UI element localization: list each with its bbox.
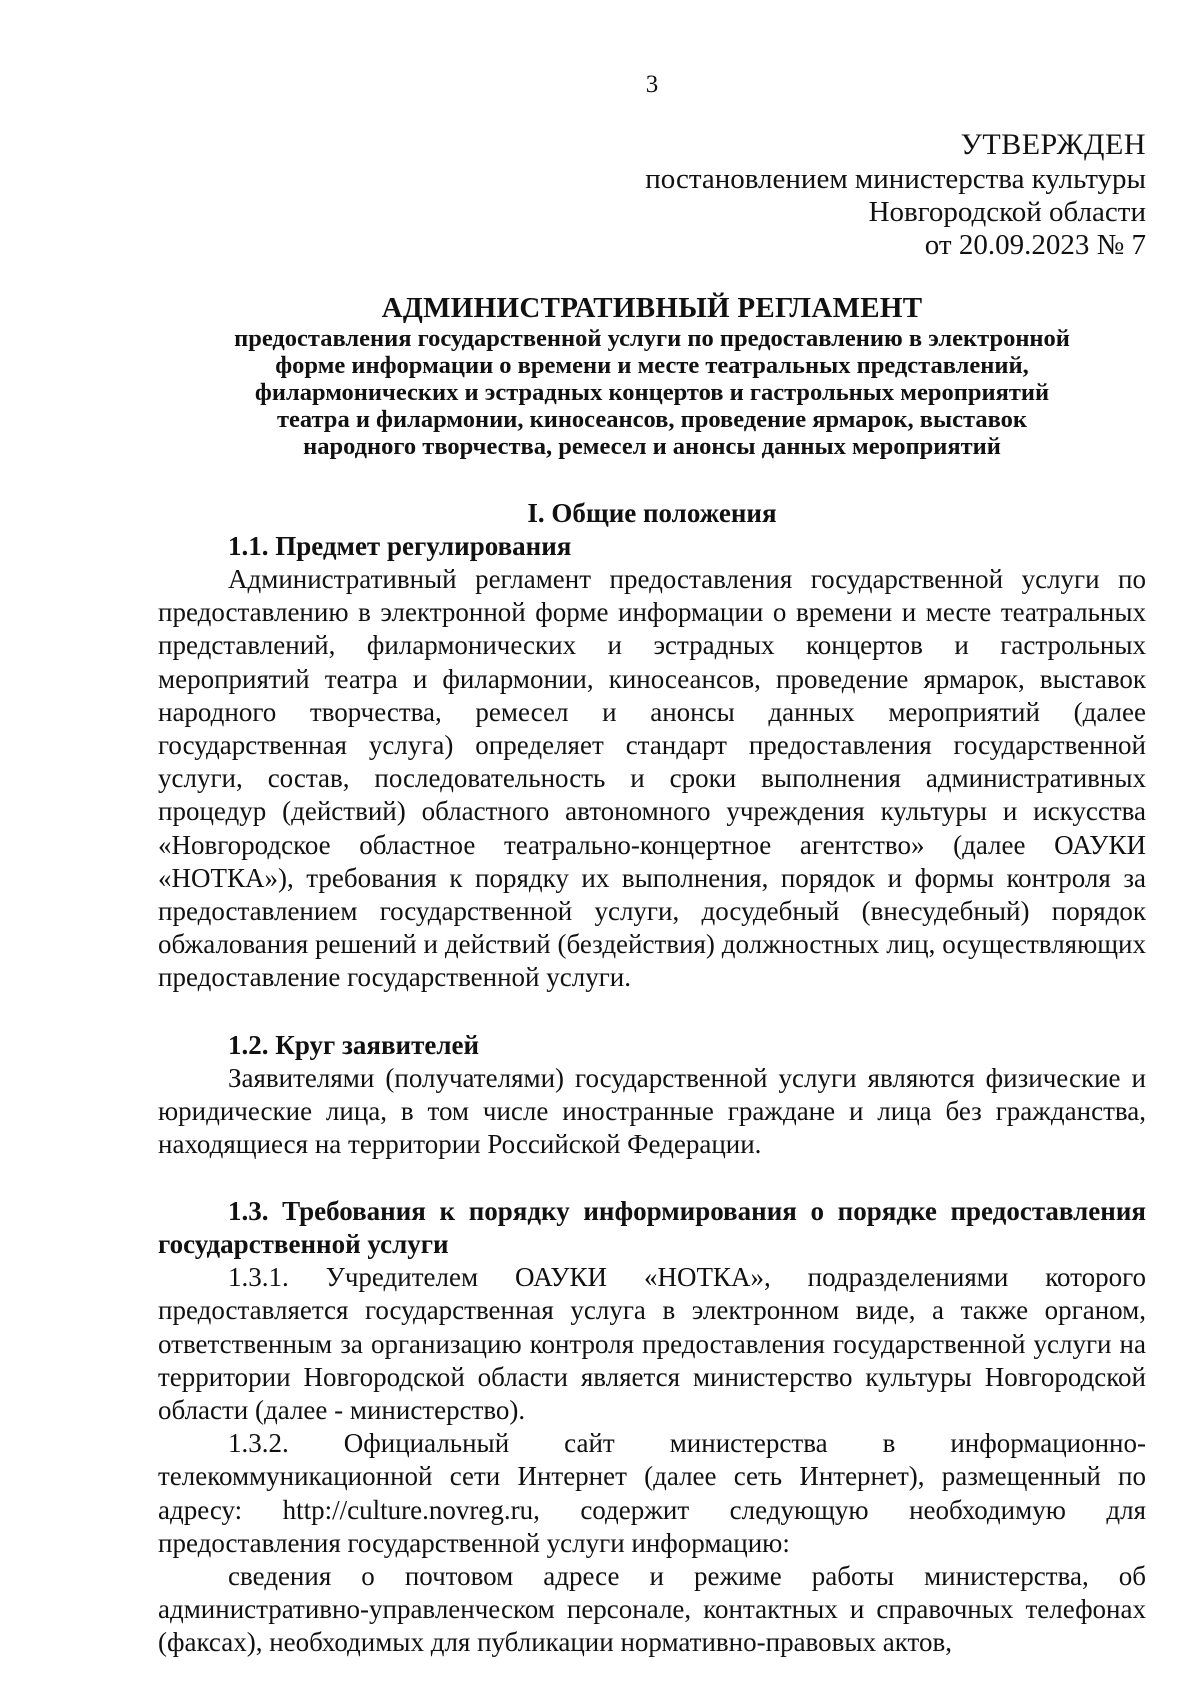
subtitle-line: театра и филармонии, киносеансов, проведение ярмарок, выставок [276,406,1028,433]
page-number: 3 [645,71,659,98]
paragraph-1-3-1: 1.3.1. Учредителем ОАУКИ «НОТКА», подразделениями которого предоставляется государственная услуга в электронном виде, а также органом, ответственным за организацию контроля предоставления государственной услуги на территории Новгородской области является министерство культуры Новгородской области (далее - министерство). [158,1262,1146,1426]
section-heading-general: I. Общие положения [527,498,777,528]
subtitle-line: филармонических и эстрадных концертов и гастрольных мероприятий [254,379,1050,406]
paragraph-1-3-2: 1.3.2. Официальный сайт министерства в информационно-телекоммуникационной сети Интернет (далее сеть Интернет), размещенный по адресу: http://culture.novreg.ru, содержит следующую необходимую для предоставления государственной услуги информацию: [158,1428,1146,1558]
subtitle-line: форме информации о времени и месте театральных представлений, [275,352,1029,379]
approval-line-2: Новгородской области [868,196,1146,228]
approval-block [158,128,1146,262]
paragraph-1-1: Административный регламент предоставления государственной услуги по предоставлению в электронной форме информации о времени и месте театральных представлений, филармонических и эстрадных концертов и гастрольных мероприятий театра и филармонии, киносеансов, проведение ярмарок, выставок народного творчества, ремесел и анонсы данных мероприятий (далее государственная услуга) определяет стандарт предоставления государственной услуги, состав, последовательность и сроки выполнения административных процедур (действий) областного автономного учреждения культуры и искусства «Новгородское областное театрально-концертное агентство» (далее ОАУКИ «НОТКА»), требования к порядку их выполнения, порядок и формы контроля за предоставлением государственной услуги, досудебный (внесудебный) порядок обжалования решений и действий (бездействия) должностных лиц, осуществляющих предоставление государственной услуги. [158,564,1146,993]
subtitle-line: предоставления государственной услуги по предоставлению в электронной [234,325,1070,352]
subtitle-line: народного творчества, ремесел и анонсы данных мероприятий [303,433,1001,460]
subsection-heading-1-3: 1.3. Требования к порядку информирования о порядке предоставления государственной услуги [158,1196,1146,1260]
document-page [158,70,1146,1660]
document-title: АДМИНИСТРАТИВНЫЙ РЕГЛАМЕНТ [381,292,923,324]
paragraph-1-3-2-list-item: сведения о почтовом адресе и режиме работы министерства, об административно-управленческом персонале, контактных и справочных телефонах (факсах), необходимых для публикации нормативно-правовых актов, [158,1561,1146,1658]
approval-line-1: постановлением министерства культуры [645,163,1146,195]
subsection-heading-1-2: 1.2. Круг заявителей [228,1029,480,1060]
paragraph-1-2: Заявителями (получателями) государственной услуги являются физические и юридические лица, в том числе иностранные граждане и лица без гражданства, находящиеся на территории Российской Федерации. [158,1062,1146,1160]
approval-title: УТВЕРЖДЕН [960,128,1146,161]
approval-line-3: от 20.09.2023 № 7 [924,229,1146,261]
document-subtitle [158,325,1146,460]
subsection-heading-1-1: 1.1. Предмет регулирования [228,531,572,561]
